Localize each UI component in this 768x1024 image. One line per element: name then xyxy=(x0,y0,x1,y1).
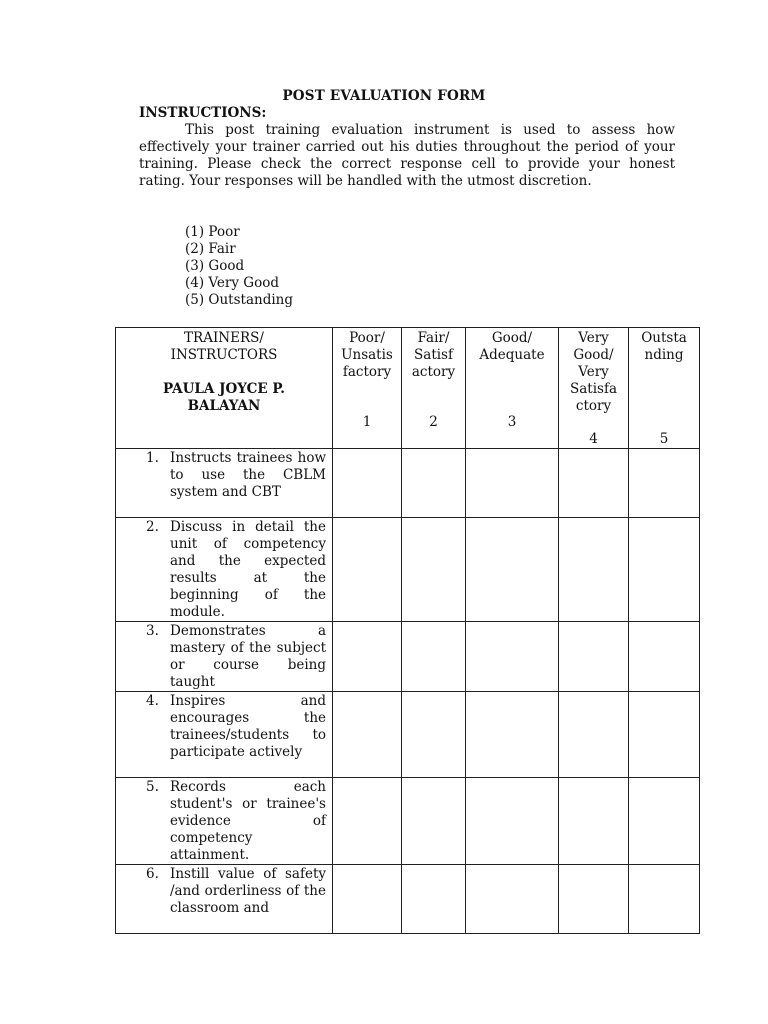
criterion-number: 6. xyxy=(146,866,159,882)
criterion-cell xyxy=(116,622,333,692)
instructions-text: This post training evaluation instrument is used to assess how effectively your trainer carried out his duties throughout the period of your training. Please check the correct response cell to provide your honest rating. Your responses will be handled with the utmost discretion. xyxy=(139,122,675,189)
response-cell-1[interactable] xyxy=(333,692,402,778)
response-cell-2[interactable] xyxy=(402,865,466,934)
response-cell-4[interactable] xyxy=(559,622,629,692)
table-row xyxy=(116,692,700,778)
rating-scale-list xyxy=(185,224,293,309)
criterion-cell xyxy=(116,865,333,934)
table-row xyxy=(116,449,700,518)
response-cell-1[interactable] xyxy=(333,865,402,934)
response-cell-3[interactable] xyxy=(466,622,559,692)
response-cell-4[interactable] xyxy=(559,865,629,934)
response-cell-4[interactable] xyxy=(559,778,629,865)
criterion-cell xyxy=(116,692,333,778)
response-cell-4[interactable] xyxy=(559,692,629,778)
column-number-5: 5 xyxy=(659,431,669,447)
criterion-text: Inspires and encourages the trainees/students to participate actively xyxy=(170,693,326,760)
column-header-fair: Fair/ Satisf actory 2 xyxy=(402,328,466,449)
trainer-header-cell xyxy=(116,328,333,449)
response-cell-3[interactable] xyxy=(466,449,559,518)
response-cell-2[interactable] xyxy=(402,449,466,518)
response-cell-5[interactable] xyxy=(629,692,700,778)
criterion-text: Instructs trainees how to use the CBLM system and CBT xyxy=(170,450,326,500)
response-cell-5[interactable] xyxy=(629,865,700,934)
response-cell-2[interactable] xyxy=(402,692,466,778)
response-cell-1[interactable] xyxy=(333,449,402,518)
criterion-number: 2. xyxy=(146,519,159,535)
criterion-cell xyxy=(116,449,333,518)
response-cell-1[interactable] xyxy=(333,622,402,692)
evaluation-table xyxy=(115,327,700,934)
column-number-3: 3 xyxy=(507,414,517,430)
instructions-heading: INSTRUCTIONS: xyxy=(139,105,267,121)
criterion-cell xyxy=(116,778,333,865)
form-title: POST EVALUATION FORM xyxy=(282,88,486,104)
response-cell-2[interactable] xyxy=(402,518,466,622)
criterion-number: 5. xyxy=(146,779,159,795)
response-cell-4[interactable] xyxy=(559,449,629,518)
response-cell-5[interactable] xyxy=(629,778,700,865)
response-cell-5[interactable] xyxy=(629,518,700,622)
column-header-good: Good/ Adequate 3 xyxy=(466,328,559,449)
response-cell-5[interactable] xyxy=(629,449,700,518)
table-row xyxy=(116,778,700,865)
criterion-text: Demonstrates a mastery of the subject or course being taught xyxy=(170,623,326,690)
table-row xyxy=(116,622,700,692)
criterion-cell xyxy=(116,518,333,622)
scale-item-good: (3) Good xyxy=(185,258,245,274)
response-cell-3[interactable] xyxy=(466,865,559,934)
response-cell-2[interactable] xyxy=(402,778,466,865)
criterion-text: Records each student's or trainee's evidence of competency attainment. xyxy=(170,779,326,863)
trainer-name: PAULA JOYCE P. BALAYAN xyxy=(163,381,285,414)
scale-item-poor: (1) Poor xyxy=(185,224,240,240)
scale-item-very-good: (4) Very Good xyxy=(185,275,279,291)
criterion-text: Discuss in detail the unit of competency and the expected results at the beginning of the module. xyxy=(170,519,326,620)
table-row xyxy=(116,518,700,622)
response-cell-4[interactable] xyxy=(559,518,629,622)
column-number-1: 1 xyxy=(362,414,372,430)
response-cell-5[interactable] xyxy=(629,622,700,692)
criterion-number: 4. xyxy=(146,693,159,709)
response-cell-3[interactable] xyxy=(466,778,559,865)
response-cell-2[interactable] xyxy=(402,622,466,692)
response-cell-3[interactable] xyxy=(466,692,559,778)
criterion-text: Instill value of safety /and orderliness of the classroom and xyxy=(170,866,326,916)
column-number-4: 4 xyxy=(589,431,598,447)
criterion-number: 3. xyxy=(146,623,159,639)
column-number-2: 2 xyxy=(429,414,438,430)
response-cell-1[interactable] xyxy=(333,778,402,865)
column-header-outstanding: Outsta nding 5 xyxy=(629,328,700,449)
column-header-very-good: Very Good/ Very Satisfa ctory 4 xyxy=(559,328,629,449)
trainer-label: TRAINERS/ INSTRUCTORS xyxy=(170,330,278,363)
scale-item-outstanding: (5) Outstanding xyxy=(185,292,293,308)
response-cell-3[interactable] xyxy=(466,518,559,622)
criterion-number: 1. xyxy=(146,450,159,466)
scale-item-fair: (2) Fair xyxy=(185,241,236,257)
column-header-poor: Poor/ Unsatis factory 1 xyxy=(333,328,402,449)
response-cell-1[interactable] xyxy=(333,518,402,622)
table-header-row xyxy=(116,328,700,449)
table-row xyxy=(116,865,700,934)
